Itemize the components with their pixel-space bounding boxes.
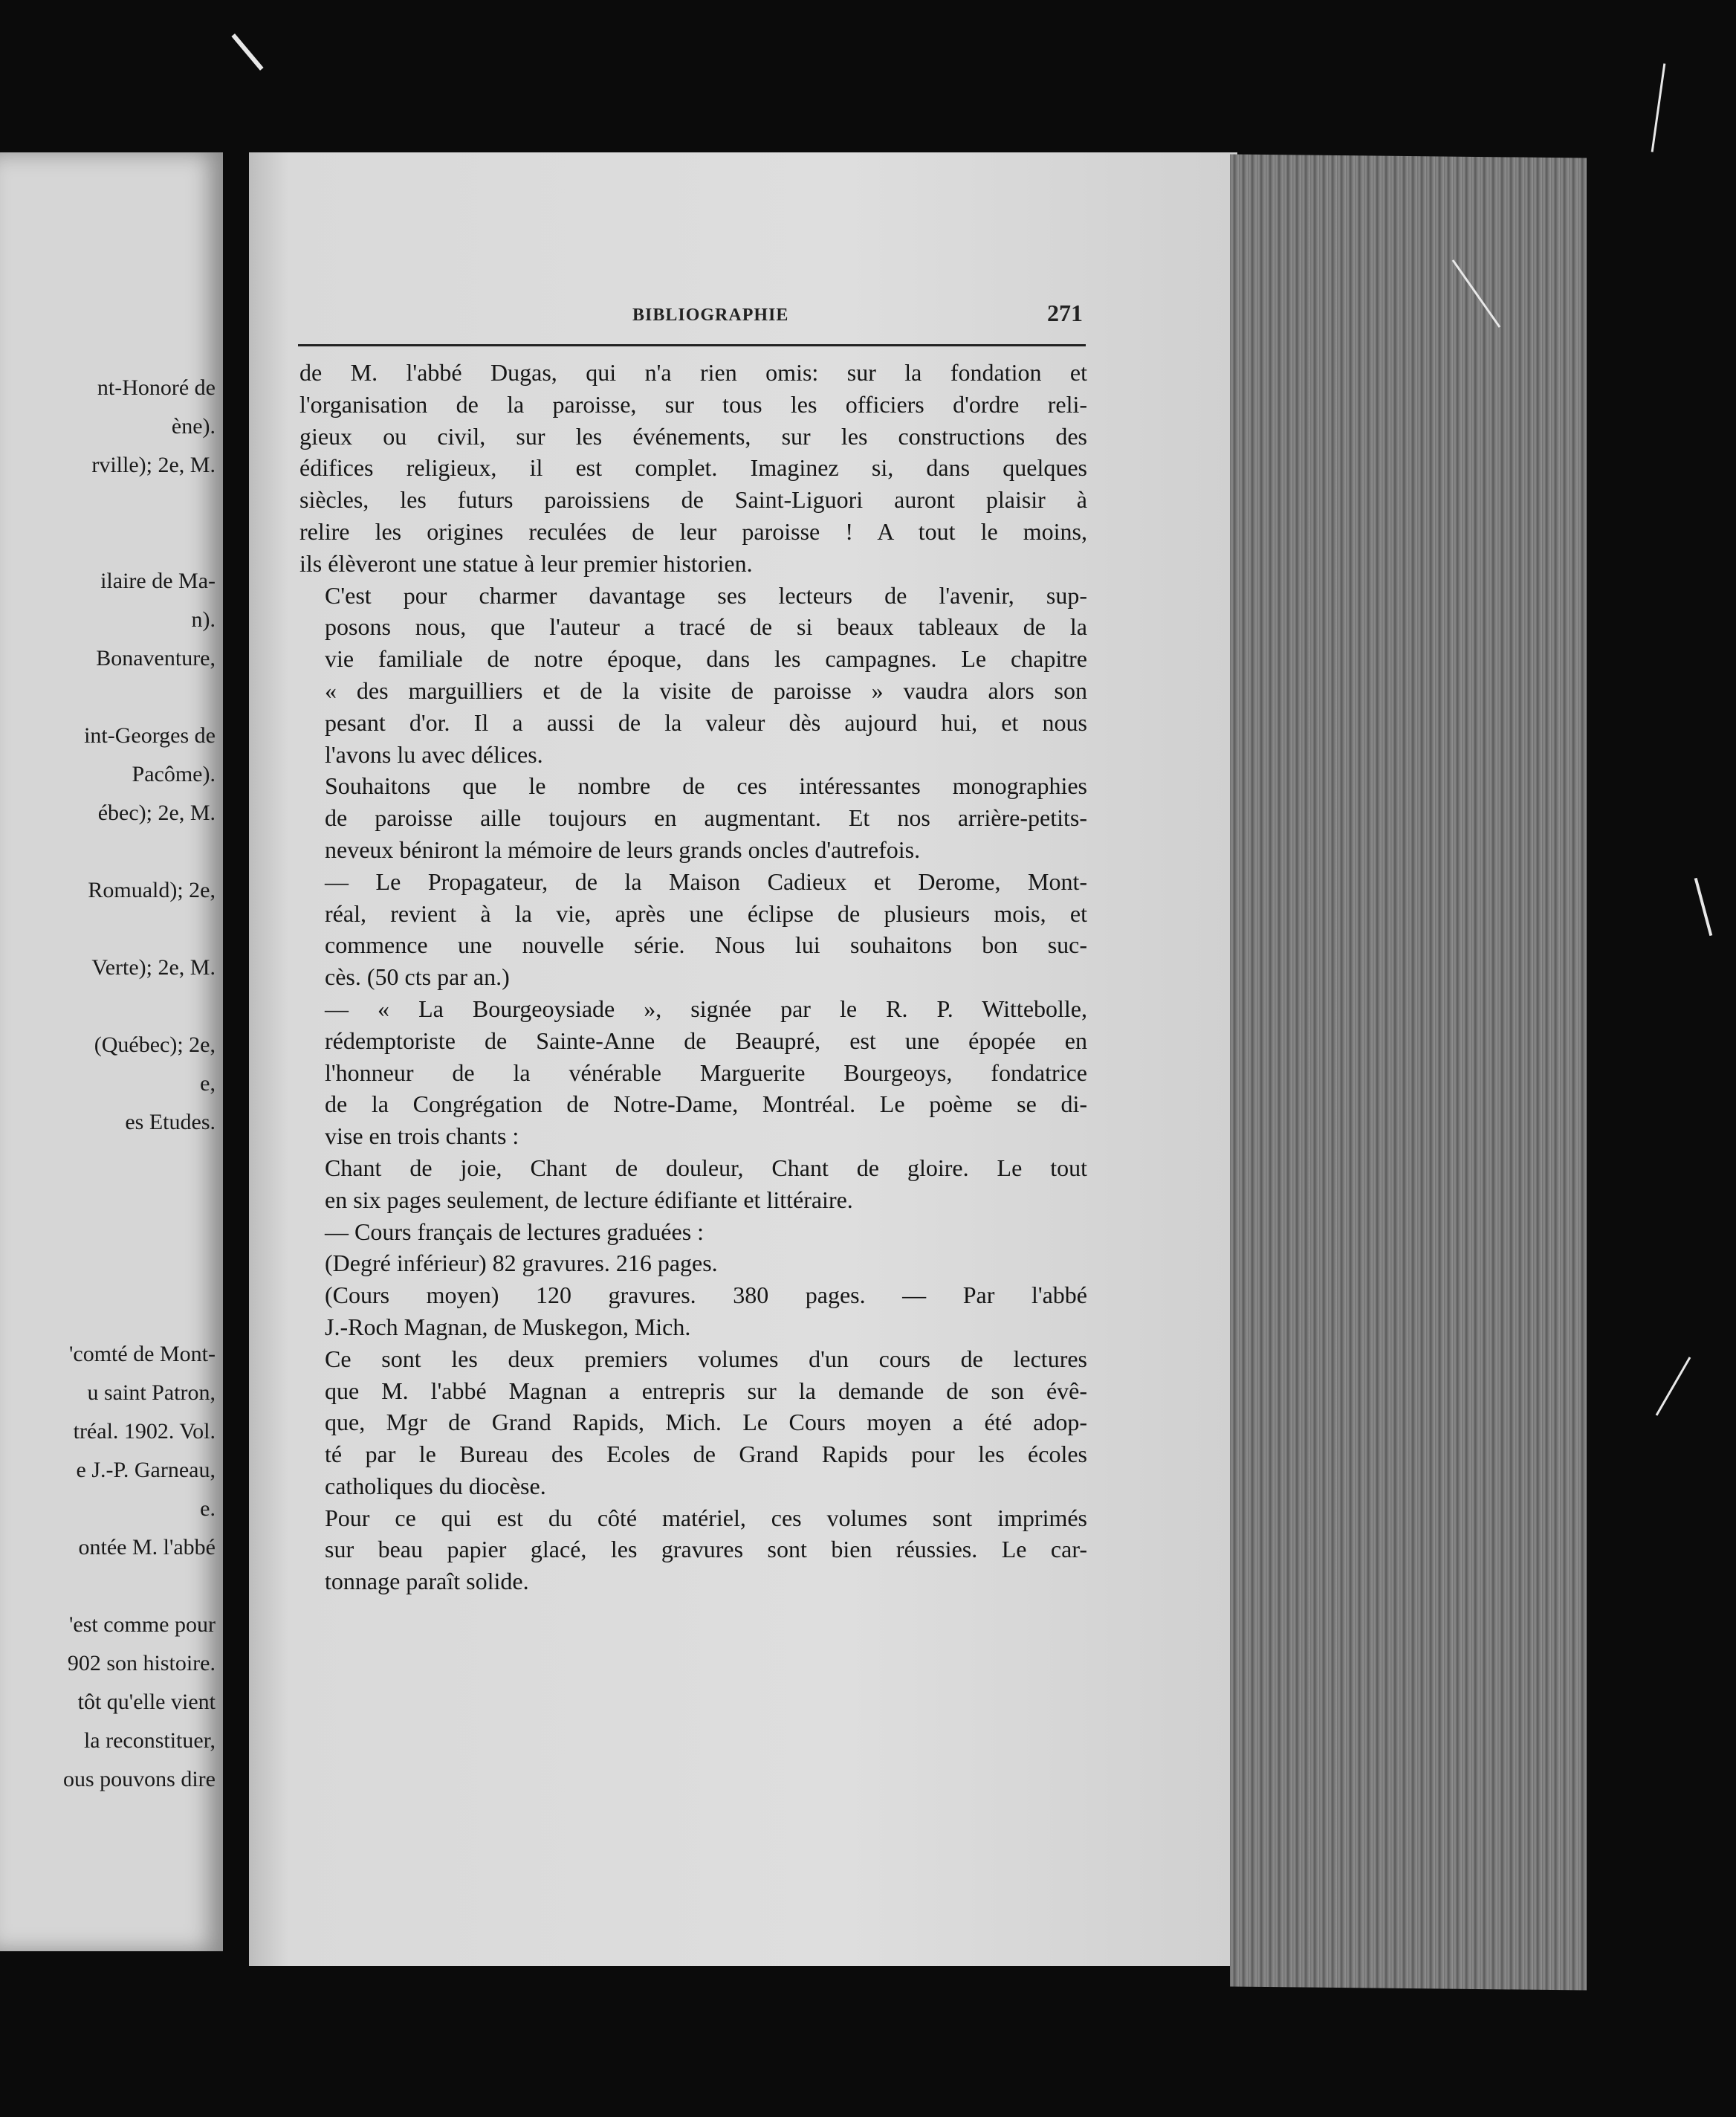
left-page-line: rville); 2e, M. [91, 453, 216, 477]
left-page-line: Pacôme). [132, 762, 216, 786]
text-line: de paroisse aille toujours en augmentant. Et nos arrière-petits- [325, 804, 1087, 832]
left-page-line: u saint Patron, [87, 1380, 216, 1405]
left-page-line: ontée M. l'abbé [78, 1535, 216, 1560]
text-line: commence une nouvelle série. Nous lui souhaitons bon suc- [325, 931, 1087, 959]
film-scratch [231, 33, 263, 71]
left-page-line: la reconstituer, [83, 1728, 216, 1753]
text-line: Chant de joie, Chant de douleur, Chant de gloire. Le tout [325, 1154, 1087, 1181]
text-line: Souhaitons que le nombre de ces intéressantes monographies [325, 772, 1087, 800]
text-line: de la Congrégation de Notre-Dame, Montréal. Le poème se di- [325, 1090, 1087, 1118]
paragraph [299, 1502, 1087, 1597]
text-line: vie familiale de notre époque, dans les campagnes. Le chapitre [325, 645, 1087, 673]
left-page-line: ène). [171, 414, 216, 439]
paragraph [299, 580, 1087, 771]
left-page-line: ous pouvons dire [63, 1767, 216, 1791]
text-line: tonnage paraît solide. [325, 1568, 529, 1595]
text-line: C'est pour charmer davantage ses lecteurs de l'avenir, sup- [325, 581, 1087, 609]
left-page-line: n). [191, 607, 216, 632]
text-line: gieux ou civil, sur les événements, sur les constructions des [299, 422, 1087, 450]
text-line: l'organisation de la paroisse, sur tous les officiers d'ordre reli- [299, 390, 1087, 418]
text-line: — « La Bourgeoysiade », signée par le R. P. Wittebolle, [325, 995, 1087, 1022]
text-line: l'avons lu avec délices. [325, 740, 543, 768]
text-line: neveux béniront la mémoire de leurs grands oncles d'autrefois. [325, 836, 921, 863]
left-page-line: (Québec); 2e, [94, 1032, 216, 1057]
paragraph [299, 1216, 1087, 1248]
text-line: — Le Propagateur, de la Maison Cadieux et Derome, Mont- [325, 867, 1087, 895]
left-page-line: Bonaventure, [96, 646, 216, 670]
text-line: ils élèveront une statue à leur premier historien. [299, 549, 753, 577]
text-line: que, Mgr de Grand Rapids, Mich. Le Cours moyen a été adop- [325, 1409, 1087, 1436]
paragraph [299, 866, 1087, 993]
text-line: (Cours moyen) 120 gravures. 380 pages. — Par l'abbé [325, 1281, 1087, 1309]
text-line: « des marguilliers et de la visite de paroisse » vaudra alors son [325, 676, 1087, 704]
paragraph [299, 770, 1087, 865]
text-line: — Cours français de lectures graduées : [325, 1218, 705, 1245]
text-line: de M. l'abbé Dugas, qui n'a rien omis: sur la fondation et [299, 359, 1087, 386]
running-header [298, 300, 1086, 346]
film-scratch [1656, 1357, 1691, 1415]
text-line: catholiques du diocèse. [325, 1472, 546, 1499]
text-line: J.-Roch Magnan, de Muskegon, Mich. [325, 1313, 691, 1340]
text-line: pesant d'or. Il a aussi de la valeur dès aujourd hui, et nous [325, 708, 1087, 736]
text-line: l'honneur de la vénérable Marguerite Bourgeoys, fondatrice [325, 1058, 1087, 1086]
left-page-line: ébec); 2e, M. [97, 801, 216, 825]
paragraph [299, 1247, 1087, 1279]
running-title: BIBLIOGRAPHIE [632, 306, 789, 325]
text-line: rédemptoriste de Sainte-Anne de Beaupré, est une épopée en [325, 1027, 1087, 1054]
left-page-line: e. [200, 1496, 216, 1521]
body-text [299, 357, 1087, 1597]
text-line: réal, revient à la vie, après une éclipse de plusieurs mois, et [325, 899, 1087, 927]
paragraph [299, 1343, 1087, 1502]
left-page-line: int-Georges de [84, 723, 216, 748]
left-page-line: nt-Honoré de [97, 375, 216, 400]
left-page-line: 'comté de Mont- [68, 1342, 216, 1366]
paragraph [299, 1152, 1087, 1216]
text-line: sur beau papier glacé, les gravures sont bien réussies. Le car- [325, 1536, 1087, 1563]
text-line: (Degré inférieur) 82 gravures. 216 pages. [325, 1250, 718, 1277]
left-page-line: es Etudes. [125, 1110, 216, 1134]
film-scratch [1694, 878, 1713, 936]
text-line: vise en trois chants : [325, 1122, 519, 1150]
text-line: té par le Bureau des Ecoles de Grand Rapids pour les écoles [325, 1441, 1087, 1468]
text-line: édifices religieux, il est complet. Imaginez si, dans quelques [299, 454, 1087, 482]
text-line: Ce sont les deux premiers volumes d'un cours de lectures [325, 1345, 1087, 1372]
left-page-line: tréal. 1902. Vol. [73, 1419, 216, 1444]
text-line: posons nous, que l'auteur a tracé de si beaux tableaux de la [325, 613, 1087, 641]
left-page-line: 'est comme pour [68, 1612, 216, 1637]
paragraph [299, 357, 1087, 580]
text-line: que M. l'abbé Magnan a entrepris sur la demande de son évê- [325, 1377, 1087, 1404]
text-line: relire les origines reculées de leur paroisse ! A tout le moins, [299, 517, 1087, 545]
left-page-line: 902 son histoire. [67, 1651, 216, 1675]
left-page-line: e J.-P. Garneau, [76, 1458, 216, 1482]
left-page-line: ilaire de Ma- [100, 569, 216, 593]
book-page-edges [1230, 154, 1587, 1990]
text-line: en six pages seulement, de lecture édifiante et littéraire. [325, 1186, 853, 1213]
left-page-line: Verte); 2e, M. [91, 955, 216, 980]
text-line: cès. (50 cts par an.) [325, 963, 510, 991]
page-number: 271 [1047, 300, 1083, 326]
film-scratch [1651, 63, 1666, 152]
left-page-line: e, [200, 1071, 216, 1096]
text-line: Pour ce qui est du côté matériel, ces volumes sont imprimés [325, 1504, 1087, 1531]
text-line: siècles, les futurs paroissiens de Saint-Liguori auront plaisir à [299, 486, 1087, 514]
paragraph [299, 1279, 1087, 1343]
paragraph [299, 993, 1087, 1152]
right-page [249, 152, 1237, 1966]
left-page-line: tôt qu'elle vient [77, 1690, 216, 1714]
left-page [0, 152, 223, 1951]
left-page-line: Romuald); 2e, [88, 878, 216, 902]
